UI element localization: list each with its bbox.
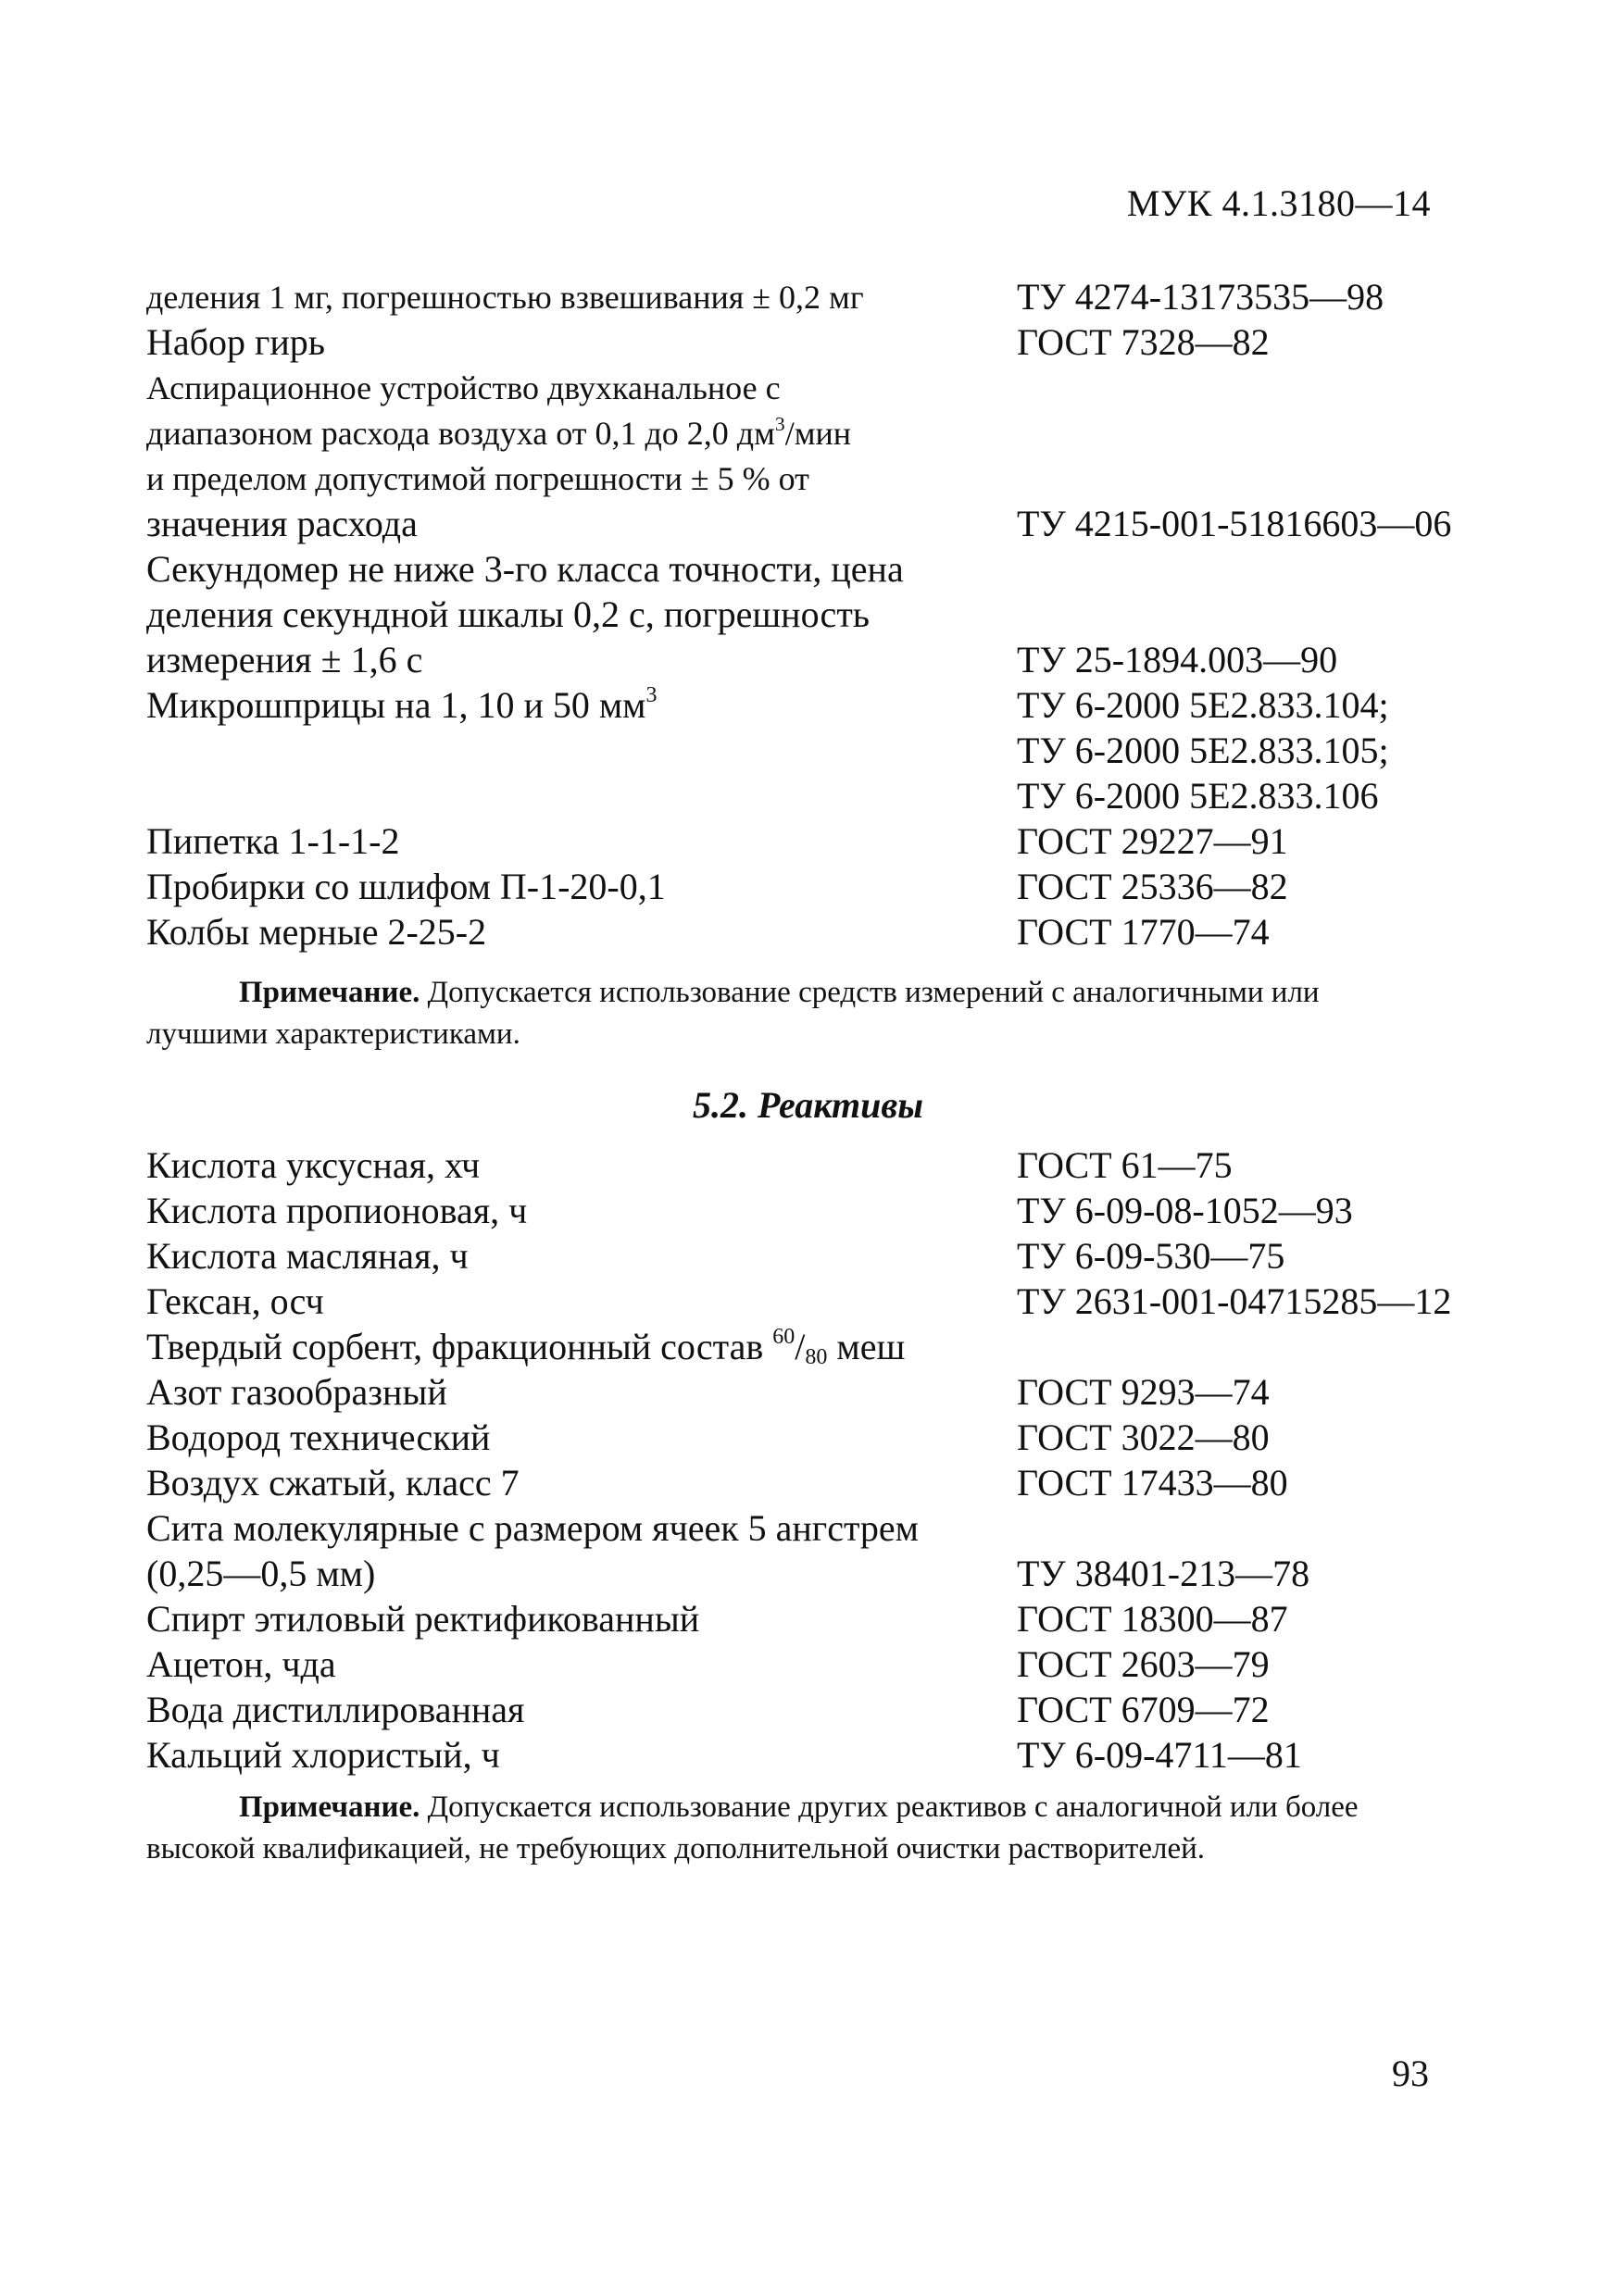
reagent-name: Твердый сорбент, фракционный состав $^{60}/_{80}$ меш <box>146 1325 906 1369</box>
superscript: 3 <box>774 412 785 435</box>
reagent-standard: ТУ 38401-213—78 <box>1017 1553 1310 1594</box>
equipment-name: Аспирационное устройство двухканальное с <box>146 369 781 406</box>
reagent-name: (0,25—0,5 мм) <box>146 1553 376 1594</box>
equipment-name-text: Микрошприцы на 1, 10 и 50 мм <box>146 684 646 726</box>
reagent-name-text: Твердый сорбент, фракционный состав <box>146 1326 773 1367</box>
page-number: 93 <box>1392 2053 1429 2094</box>
equipment-standard: ТУ 6-2000 5Е2.833.105; <box>1017 730 1389 771</box>
section-title: 5.2. Реактивы <box>693 1084 923 1126</box>
note-text: Допускается использование средств измерений с аналогичными или лучшими характеристиками. <box>146 976 1320 1051</box>
superscript: 3 <box>645 683 658 708</box>
reagent-row <box>146 1460 1498 1506</box>
reagent-row <box>146 1142 1498 1189</box>
reagent-row <box>146 1687 1498 1733</box>
equipment-name: Набор гирь <box>146 321 326 363</box>
equipment-standard: ТУ 4215-001-51816603—06 <box>1017 503 1452 544</box>
reagent-row <box>146 1641 1498 1688</box>
equipment-name: деления секундной шкалы 0,2 с, погрешность <box>146 593 871 635</box>
running-header: МУК 4.1.3180—14 <box>1126 182 1431 224</box>
equipment-standard: ТУ 25-1894.003—90 <box>1017 639 1338 680</box>
equipment-name: деления 1 мг, погрешностью взвешивания ± 0,2 мг <box>146 279 864 316</box>
note-label: Примечание. <box>239 976 420 1009</box>
equipment-name: и пределом допустимой погрешности ± 5 % от <box>146 460 809 497</box>
equipment-name-text: /мин <box>784 415 852 452</box>
reagent-name: Спирт этиловый ректификованный <box>146 1598 700 1640</box>
equipment-note <box>146 972 1443 1055</box>
reagents-note <box>146 1787 1443 1870</box>
reagent-row <box>146 1415 1498 1461</box>
equipment-name: Пипетка 1-1-1-2 <box>146 820 400 862</box>
reagent-standard: ТУ 6-09-08-1052—93 <box>1017 1190 1353 1231</box>
equipment-name: Секундомер не ниже 3-го класса точности, цена <box>146 548 904 590</box>
equipment-row <box>146 501 1498 547</box>
reagent-name: Сита молекулярные с размером ячеек 5 ангстрем <box>146 1507 919 1549</box>
equipment-row <box>146 682 1498 729</box>
equipment-standard: ГОСТ 25336—82 <box>1017 866 1288 907</box>
reagent-name: Кислота уксусная, хч <box>146 1144 481 1186</box>
equipment-row <box>146 728 1498 774</box>
reagent-name-text: меш <box>827 1326 906 1367</box>
reagent-standard: ТУ 6-09-4711—81 <box>1017 1734 1302 1776</box>
equipment-name: Колбы мерные 2-25-2 <box>146 911 487 953</box>
equipment-standard: ГОСТ 7328—82 <box>1017 321 1270 363</box>
equipment-row <box>146 818 1498 865</box>
note-label: Примечание. <box>239 1791 420 1824</box>
reagent-standard: ГОСТ 17433—80 <box>1017 1462 1288 1504</box>
reagent-row <box>146 1188 1498 1234</box>
fraction-denominator: 80 <box>805 1344 828 1369</box>
equipment-name-text: диапазоном расхода воздуха от 0,1 до 2,0 дм <box>146 415 775 452</box>
reagent-name: Ацетон, чда <box>146 1643 336 1685</box>
equipment-row <box>146 773 1498 819</box>
equipment-row <box>146 592 1498 638</box>
reagent-name: Кислота пропионовая, ч <box>146 1190 528 1231</box>
equipment-row <box>146 365 1498 411</box>
reagent-standard: ГОСТ 18300—87 <box>1017 1598 1288 1640</box>
equipment-row <box>146 909 1498 955</box>
equipment-name: измерения ± 1,6 с <box>146 639 423 680</box>
equipment-name <box>146 682 658 729</box>
equipment-row <box>146 864 1498 910</box>
reagent-name: Гексан, осч <box>146 1280 324 1322</box>
reagent-name: Кальций хлористый, ч <box>146 1734 500 1776</box>
reagent-row <box>146 1551 1498 1597</box>
equipment-row <box>146 410 1498 456</box>
equipment-name: Пробирки со шлифом П-1-20-0,1 <box>146 866 666 907</box>
equipment-standard: ГОСТ 29227—91 <box>1017 820 1288 862</box>
reagent-row <box>146 1233 1498 1279</box>
equipment-standard: ГОСТ 1770—74 <box>1017 911 1270 953</box>
reagent-row <box>146 1732 1498 1778</box>
equipment-row <box>146 637 1498 683</box>
reagent-name: Вода дистиллированная <box>146 1689 525 1730</box>
reagent-row <box>146 1279 1498 1325</box>
reagent-name: Азот газообразный <box>146 1371 447 1413</box>
equipment-row <box>146 546 1498 593</box>
reagent-standard: ГОСТ 6709—72 <box>1017 1689 1270 1730</box>
note-text: Допускается использование других реактивов с аналогичной или более высокой квалификацией, не требующих дополнительной очистки растворителей. <box>146 1791 1359 1866</box>
equipment-name: значения расхода <box>146 503 418 544</box>
reagent-standard: ГОСТ 3022—80 <box>1017 1416 1270 1458</box>
equipment-name <box>146 410 851 456</box>
equipment-row <box>146 274 1498 320</box>
reagent-row <box>146 1324 1498 1370</box>
fraction-numerator: 60 <box>772 1325 795 1350</box>
reagent-standard: ГОСТ 61—75 <box>1017 1144 1233 1186</box>
equipment-row <box>146 319 1498 366</box>
reagent-name: Воздух сжатый, класс 7 <box>146 1462 520 1504</box>
equipment-standard: ТУ 6-2000 5Е2.833.104; <box>1017 684 1389 726</box>
reagent-name: Кислота масляная, ч <box>146 1235 469 1277</box>
reagent-name: Водород технический <box>146 1416 491 1458</box>
reagent-standard: ТУ 6-09-530—75 <box>1017 1235 1285 1277</box>
equipment-row <box>146 455 1498 502</box>
reagent-row <box>146 1596 1498 1642</box>
equipment-standard: ТУ 4274-13173535—98 <box>1017 276 1384 318</box>
reagent-row <box>146 1369 1498 1416</box>
reagent-standard: ТУ 2631-001-04715285—12 <box>1017 1280 1452 1322</box>
reagent-standard: ГОСТ 2603—79 <box>1017 1643 1270 1685</box>
reagent-standard: ГОСТ 9293—74 <box>1017 1371 1270 1413</box>
reagent-row <box>146 1505 1498 1552</box>
equipment-standard: ТУ 6-2000 5Е2.833.106 <box>1017 775 1379 817</box>
